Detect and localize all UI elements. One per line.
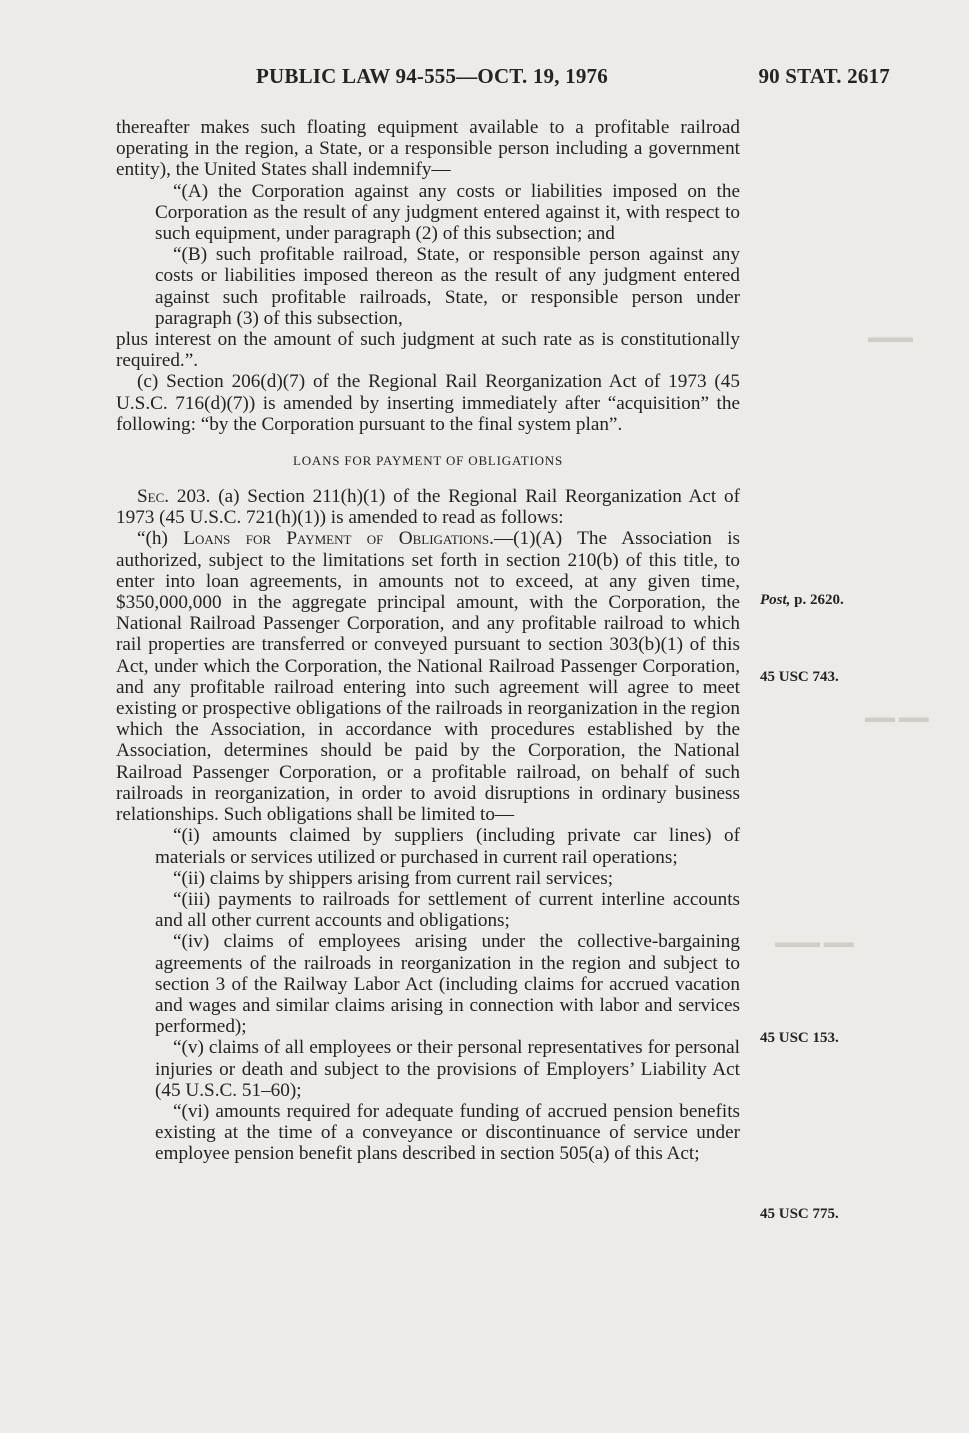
list-item-iv: “(iv) claims of employees arising under the collective-bargaining agreements of the railroads in reorganization in the region and subject to section 3 of the Railway Labor Act (including claims for accrued vacation and wages and similar claims arising in connection with labor and services performed); [155,931,740,1038]
section-heading: LOANS FOR PAYMENT OF OBLIGATIONS [293,453,563,469]
paragraph-subsection-c: (c) Section 206(d)(7) of the Regional Rail Reorganization Act of 1973 (45 U.S.C. 716(d)(7)) is amended by inserting immediately after “acquisition” the following: “by the Corporation pursuant to the final system plan”. [116,371,740,435]
bleed-through-mark: ▬▬ ▬▬ [865,710,929,726]
list-item-ii: “(ii) claims by shippers arising from current rail services; [173,867,614,889]
page-header-title: PUBLIC LAW 94-555—OCT. 19, 1976 [256,64,608,88]
margin-note-usc-743: 45 USC 743. [760,669,839,685]
list-item-i: “(i) amounts claimed by suppliers (including private car lines) of materials or services utilized or purchased in current rail operations; [155,825,740,868]
margin-note-post-label: Post, [760,592,791,608]
body-text [116,117,740,1165]
margin-note-usc-153: 45 USC 153. [760,1030,839,1046]
clause-a: “(A) the Corporation against any costs or liabilities imposed on the Corporation as the result of any judgment entered against it, with respect to such equipment, under paragraph (2) of this subsection; and [155,180,740,245]
bleed-through-mark: ▬▬▬ ▬▬ [775,935,854,951]
subsection-h-open: “(h) [137,528,184,550]
paragraph-interest: plus interest on the amount of such judgment at such rate as is constitutionally required.”. [116,329,740,372]
paragraph-continuation: thereafter makes such floating equipment available to a profitable railroad operating in the region, a State, or a responsible person including a government entity), the United States shall indemnify— [116,117,740,181]
page-header-stat: 90 STAT. 2617 [758,64,890,88]
subsection-h [116,528,740,825]
section-label: Sec. 203. [137,486,211,508]
margin-note-usc-775: 45 USC 775. [760,1206,839,1222]
list-item-vi: “(vi) amounts required for adequate funding of accrued pension benefits existing at the time of a conveyance or discontinuance of service under employee pension benefit plans described in section 505(a) of this Act; [155,1100,740,1165]
subsection-h-text: —(1)(A) The Association is authorized, subject to the limitations set forth in section 210(b) of this title, to enter into loan agreements, in amounts not to exceed, at any given time, $350,000,000 in the aggregate principal amount, with the Corporation, the National Railroad Passenger Corporation, and any profitable railroad to which rail properties are transferred or conveyed pursuant to section 303(b)(1) of this Act, under which the Corporation, the National Railroad Passenger Corporation, and any profitable railroad entering into such agreement will agree to meet existing or prospective obligations of the railroads in reorganization in the region which the Association, in accordance with procedures established by the Association, determines should be paid by the Corporation, the National Railroad Passenger Corporation, or a profitable railroad, on behalf of such railroads in reorganization, in order to avoid disruptions in ordinary business relationships. Such obligations shall be limited to— [116,528,741,826]
clause-b: “(B) such profitable railroad, State, or responsible person against any costs or liabilities imposed thereon as the result of any judgment entered against such profitable railroads, State, or responsible person under paragraph (3) of this subsection, [155,244,740,329]
margin-note-post [760,592,844,609]
subsection-h-caption: Loans for Payment of Obligations. [183,528,494,550]
margin-note-post-page: p. 2620. [790,592,844,608]
section-203-intro [116,486,740,528]
list-item-iii: “(iii) payments to railroads for settlement of current interline accounts and all other current accounts and obligations; [155,888,740,932]
section-203-text: (a) Section 211(h)(1) of the Regional Rail Reorganization Act of 1973 (45 U.S.C. 721(h)(1)) is amended to read as follows: [116,486,740,529]
bleed-through-mark: ▬▬▬ [868,330,913,346]
list-item-v: “(v) claims of all employees or their personal representatives for personal injuries or death and subject to the provisions of Employers’ Liability Act (45 U.S.C. 51–60); [155,1037,740,1101]
